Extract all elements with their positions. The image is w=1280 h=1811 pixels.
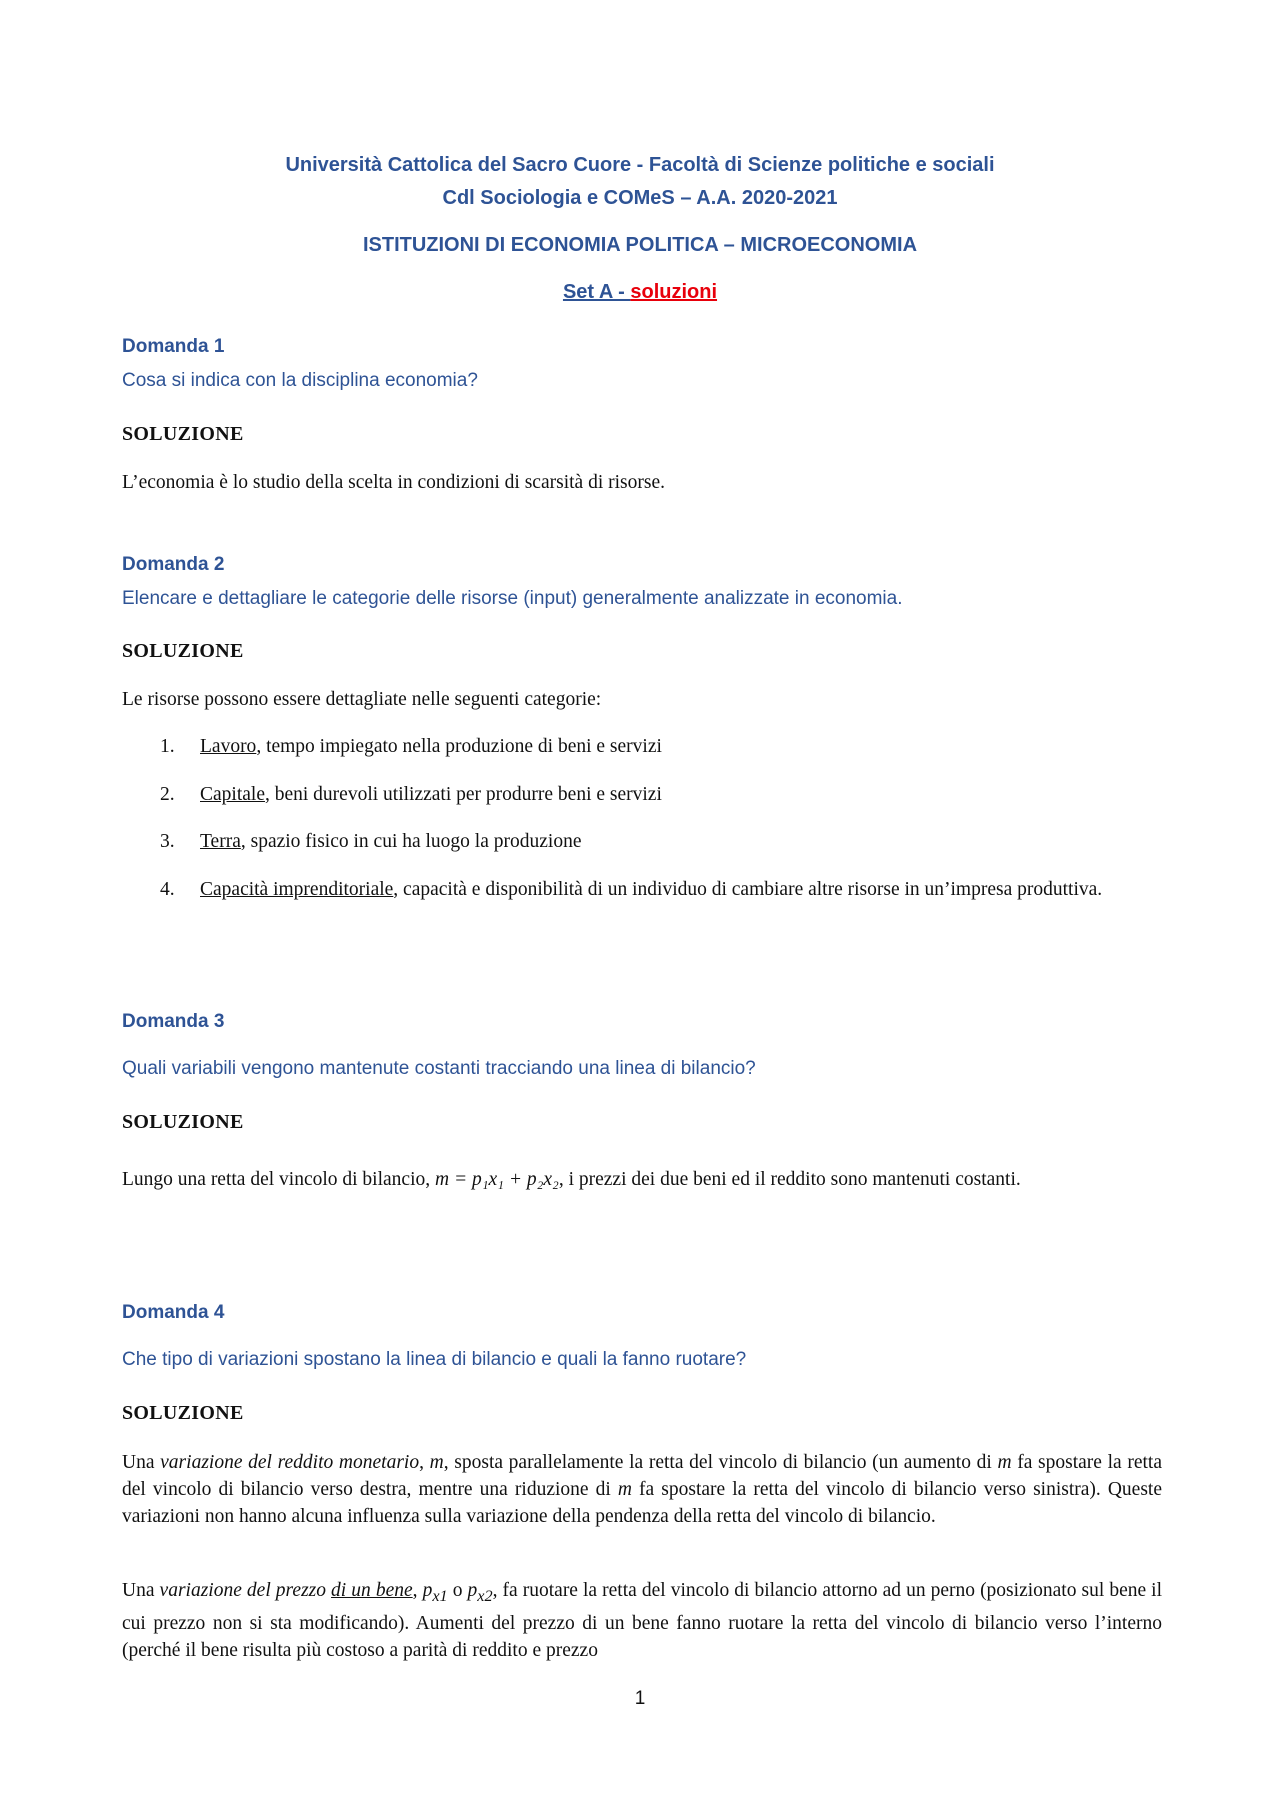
solution-1-label: SOLUZIONE	[122, 423, 244, 445]
page-number: 1	[634, 1688, 646, 1709]
answer-3-text-end: , i prezzi dei due beni ed il reddito sono mantenuti costanti.	[558, 1169, 1021, 1190]
p2-sub-x1: x1	[432, 1586, 448, 1605]
question-3-label: Domanda 3	[122, 1011, 225, 1032]
p2-emphasis-underlined: di un bene	[331, 1580, 413, 1601]
list-item-number: 4.	[160, 879, 175, 900]
list-item-text: , beni durevoli utilizzati per produrre beni e servizi	[264, 784, 662, 805]
answer-4-paragraph-1	[122, 1449, 1162, 1530]
p1-text-d: fa spostare la retta del vincolo di bilancio verso destra, mentre una riduzione di	[122, 1452, 1162, 1500]
p2-var-p2: p	[467, 1580, 478, 1601]
p2-text-o: o	[447, 1580, 468, 1601]
answer-3-text	[122, 1164, 1162, 1195]
question-4-text: Che tipo di variazioni spostano la linea di bilancio e quali la fanno ruotare?	[122, 1349, 747, 1370]
question-4-label: Domanda 4	[122, 1302, 225, 1323]
p2-text-b: ,	[412, 1580, 423, 1601]
list-item-text: , tempo impiegato nella produzione di beni e servizi	[256, 736, 662, 757]
list-item	[160, 828, 1162, 855]
question-3-text: Quali variabili vengono mantenute costanti tracciando una linea di bilancio?	[122, 1058, 756, 1079]
answer-2-intro: Le risorse possono essere dettagliate nelle seguenti categorie:	[122, 689, 602, 710]
header-course: ISTITUZIONI DI ECONOMIA POLITICA – MICROECONOMIA	[362, 234, 918, 256]
solution-2-label: SOLUZIONE	[122, 640, 244, 662]
list-item	[160, 733, 1162, 760]
answer-4-paragraph-2	[122, 1577, 1162, 1664]
list-item-number: 1.	[160, 736, 175, 757]
answer-1-text: L’economia è lo studio della scelta in condizioni di scarsità di risorse.	[122, 472, 665, 493]
p2-var-p: p	[422, 1580, 433, 1601]
list-item	[160, 876, 1162, 903]
question-2-text: Elencare e dettagliare le categorie delle risorse (input) generalmente analizzate in economia.	[122, 588, 903, 609]
header-university: Università Cattolica del Sacro Cuore - Facoltà di Scienze politiche e sociali	[285, 154, 995, 176]
set-label: Set A -	[562, 281, 631, 303]
p2-emphasis: variazione del prezzo	[159, 1580, 332, 1601]
list-item-term: Lavoro	[200, 736, 257, 757]
p1-text-e: fa spostare la retta del vincolo di bilancio verso sinistra). Queste variazioni non hanno alcuna influenza sulla variazione della pendenza della retta del vincolo di bilancio.	[122, 1479, 1162, 1527]
list-item	[160, 781, 1162, 808]
p1-var-m3: m	[617, 1479, 632, 1500]
list-item-term: Capacità imprenditoriale	[200, 879, 394, 900]
p2-sub-x2: x2	[477, 1586, 493, 1605]
answer-3-text-start: Lungo una retta del vincolo di bilancio,	[122, 1169, 435, 1190]
p1-text-a: Una	[122, 1452, 161, 1473]
list-item-term: Capitale	[200, 784, 265, 805]
p1-var-m: m	[429, 1452, 444, 1473]
header-set	[0, 281, 1280, 304]
list-item-number: 2.	[160, 784, 175, 805]
solution-4-label: SOLUZIONE	[122, 1402, 244, 1424]
set-solutions-label: soluzioni	[630, 281, 718, 303]
list-item-text: , capacità e disponibilità di un individuo di cambiare altre risorse in un’impresa produttiva.	[393, 879, 1103, 900]
p1-text-c: , sposta parallelamente la retta del vincolo di bilancio (un aumento di	[443, 1452, 998, 1473]
list-item-term: Terra	[200, 831, 241, 852]
question-2-label: Domanda 2	[122, 554, 225, 575]
p1-emphasis: variazione del reddito monetario	[160, 1452, 420, 1473]
budget-equation: m = p₁x₁ + p₂x₂	[435, 1169, 559, 1190]
list-item-text: , spazio fisico in cui ha luogo la produzione	[240, 831, 582, 852]
question-1-label: Domanda 1	[122, 336, 225, 357]
solution-3-label: SOLUZIONE	[122, 1111, 244, 1133]
question-1-text: Cosa si indica con la disciplina economia?	[122, 370, 478, 391]
p1-text-b: ,	[419, 1452, 430, 1473]
p2-text-a: Una	[122, 1580, 160, 1601]
p2-text-c: , fa ruotare la retta del vincolo di bilancio attorno ad un perno (posizionato sul bene il cui prezzo non si sta modificando). Aumenti del prezzo di un bene fanno ruotare la retta del vincolo di bilancio verso l’interno (perché il bene risulta più costoso a parità di reddito e prezzo	[122, 1580, 1163, 1661]
header-degree: Cdl Sociologia e COMeS – A.A. 2020-2021	[442, 187, 838, 209]
list-item-number: 3.	[160, 831, 175, 852]
p1-var-m2: m	[997, 1452, 1012, 1473]
